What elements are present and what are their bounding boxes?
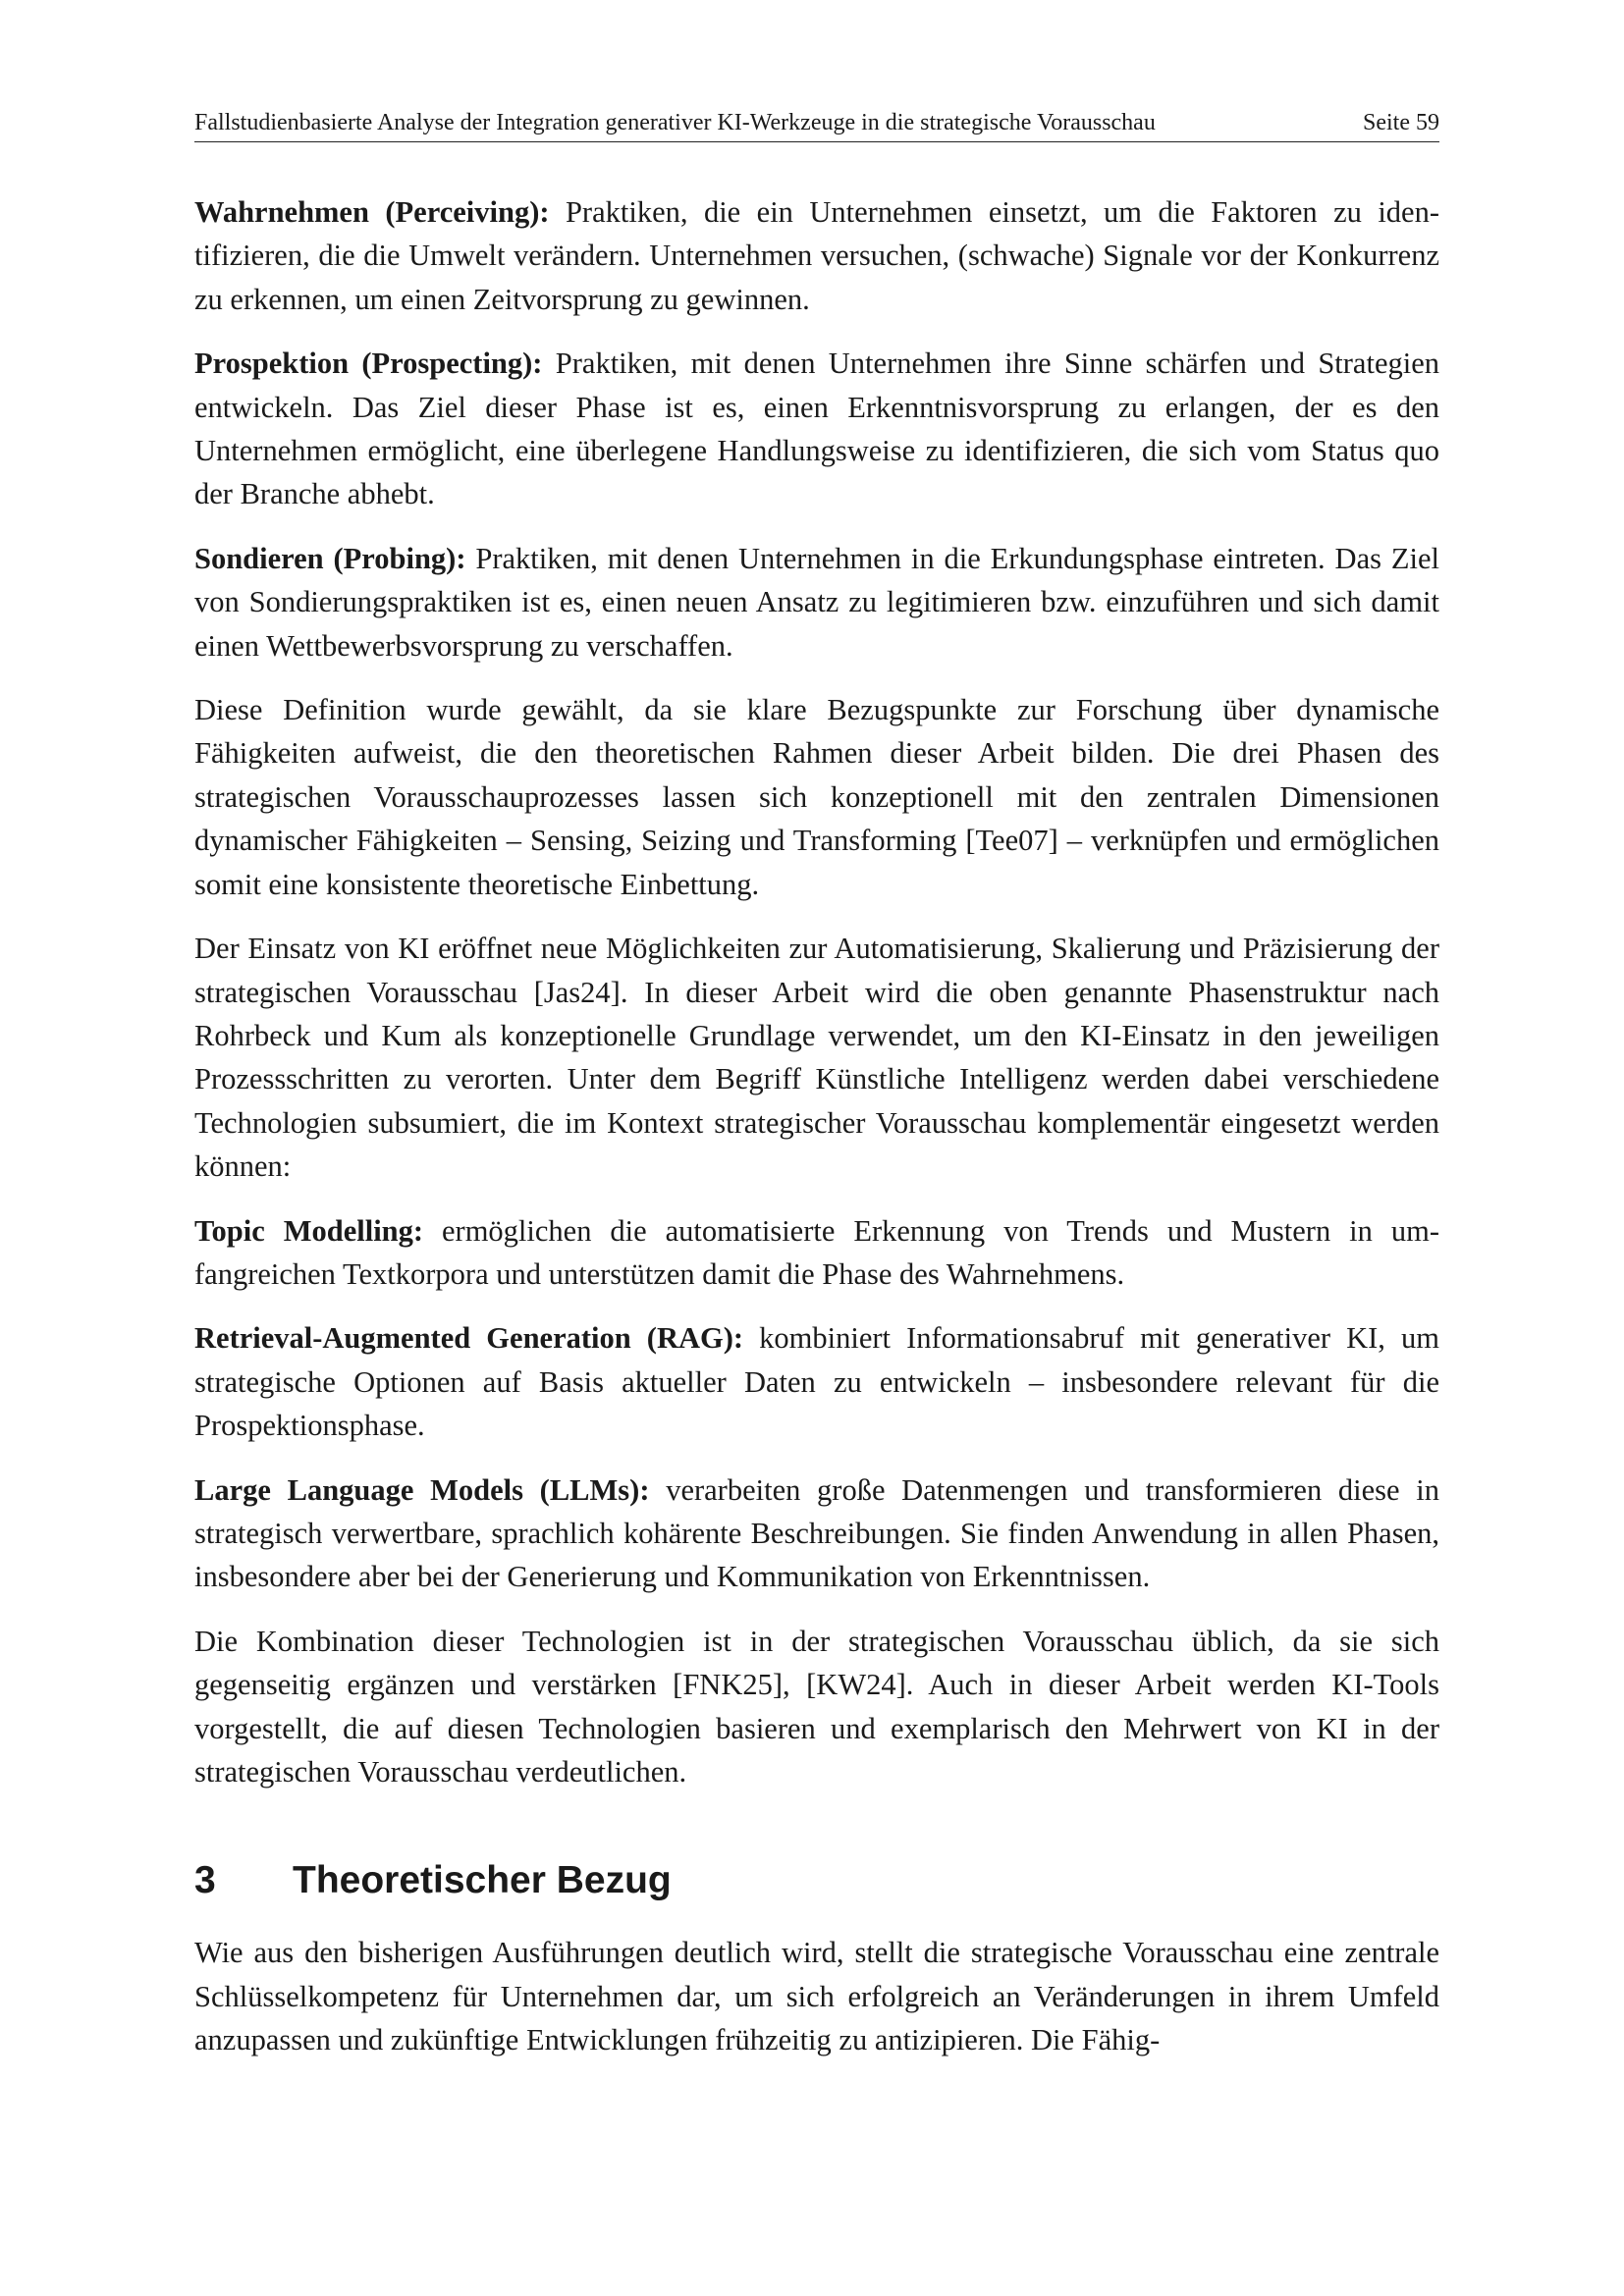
paragraph-text: Die Kombination dieser Technologien ist in der strategischen Vorausschau üblich, da sie sich gegenseitig ergänzen und verstärken [FNK25], [KW24]. Auch in dieser Arbeit werden KI-Tools vorgestellt, die auf diesen Technologien basieren und exemplarisch den Mehrwert von KI in der strategischen Vorausschau verdeutlichen. [194, 1624, 1439, 1789]
term-label: Retrieval-Augmented Generation (RAG): [194, 1321, 744, 1356]
section-number: 3 [194, 1859, 216, 1902]
paragraph-definition [194, 688, 1439, 906]
paragraph-text: Wie aus den bisherigen Ausführungen deutlich wird, stellt die strategische Vorausschau eine zentrale Schlüsselkompetenz für Unternehmen dar, um sich erfolgreich an Veränderungen in ihrem Umfeld anzupassen und zukünftige Entwicklungen frühzeitig zu antizipieren. Die Fähig- [194, 1936, 1439, 2057]
running-header [194, 108, 1439, 142]
paragraph-text: ermöglichen die automatisierte Erkennung von Trends und Mustern in umfangreichen Textkorpora und unterstützen damit die Phase des Wahrnehmens. [194, 1213, 1439, 1291]
paragraph-perceiving [194, 190, 1439, 321]
paragraph-text: verarbeiten große Datenmengen und transformieren diese in strategisch verwertbare, sprachlich kohärente Beschreibungen. Sie finden Anwendung in allen Phasen, insbesondere aber bei der Generierung und Kommunikation von Erkenntnissen. [194, 1472, 1439, 1594]
paragraph-section-intro [194, 1931, 1439, 2061]
paragraph-ki-einsatz [194, 927, 1439, 1188]
term-label: Wahrnehmen (Perceiving): [194, 195, 550, 229]
paragraph-text: Diese Definition wurde gewählt, da sie klare Bezugspunkte zur Forschung über dynamische Fähigkeiten aufweist, die den theoretischen Rahmen dieser Arbeit bilden. Die drei Phasen des strategischen Vorausschauprozesses lassen sich konzeptionell mit den zentralen Dimensionen dynamischer Fähigkeiten – Sensing, Seizing und Transforming [Tee07] – verknüpfen und ermöglichen somit eine konsistente theoretische Einbettung. [194, 693, 1439, 901]
term-label: Large Language Models (LLMs): [194, 1472, 650, 1507]
paragraph-probing [194, 537, 1439, 667]
paragraph-topic-modelling [194, 1209, 1439, 1297]
paragraph-text: Praktiken, mit denen Unternehmen in die Erkundungsphase eintreten. Das Ziel von Sondierungspraktiken ist es, einen neuen Ansatz zu legitimieren bzw. einzuführen und sich damit einen Wettbewerbsvorsprung zu verschaffen. [194, 541, 1439, 663]
paragraph-text: Praktiken, die ein Unternehmen einsetzt, um die Faktoren zu identifizieren, die die Umwelt verändern. Unternehmen versuchen, (schwache) Signale vor der Konkurrenz zu erkennen, um einen Zeitvorsprung zu gewinnen. [194, 195, 1440, 316]
page-body [194, 190, 1439, 2083]
paragraph-text: kombiniert Informationsabruf mit generativer KI, um strategische Optionen auf Basis aktueller Daten zu entwickeln – insbesondere relevant für die Prospektionsphase. [194, 1321, 1439, 1443]
section-heading [194, 1856, 1439, 1905]
paragraph-rag [194, 1316, 1439, 1447]
running-title: Fallstudienbasierte Analyse der Integration generativer KI-Werkzeuge in die strategische Vorausschau [194, 110, 1156, 135]
paragraph-text: Der Einsatz von KI eröffnet neue Möglichkeiten zur Automatisierung, Skalierung und Präzisierung der strategischen Vorausschau [Jas24]. In dieser Arbeit wird die oben genannte Phasenstruktur nach Rohrbeck und Kum als konzeptionelle Grundlage verwendet, um den KI-Einsatz in den jeweiligen Prozessschritten zu verorten. Unter dem Begriff Künstliche Intelligenz werden dabei verschiedene Technologien subsumiert, die im Kontext strategischer Vorausschau komplementär eingesetzt werden können: [194, 932, 1439, 1184]
paragraph-llms [194, 1468, 1439, 1599]
paragraph-prospecting [194, 342, 1439, 516]
term-label: Topic Modelling: [194, 1213, 424, 1248]
term-label: Sondieren (Probing): [194, 541, 466, 575]
section-title: Theoretischer Bezug [293, 1859, 672, 1902]
page-number: Seite 59 [1363, 110, 1439, 135]
paragraph-kombination [194, 1620, 1439, 1794]
paragraph-text: Praktiken, mit denen Unternehmen ihre Sinne schärfen und Strategien entwickeln. Das Ziel dieser Phase ist es, einen Erkenntnisvorsprung zu erlangen, der es den Unternehmen ermöglicht, eine überlegene Handlungsweise zu identifizieren, die sich vom Status quo der Branche abhebt. [194, 347, 1439, 511]
term-label: Prospektion (Prospecting): [194, 347, 543, 381]
